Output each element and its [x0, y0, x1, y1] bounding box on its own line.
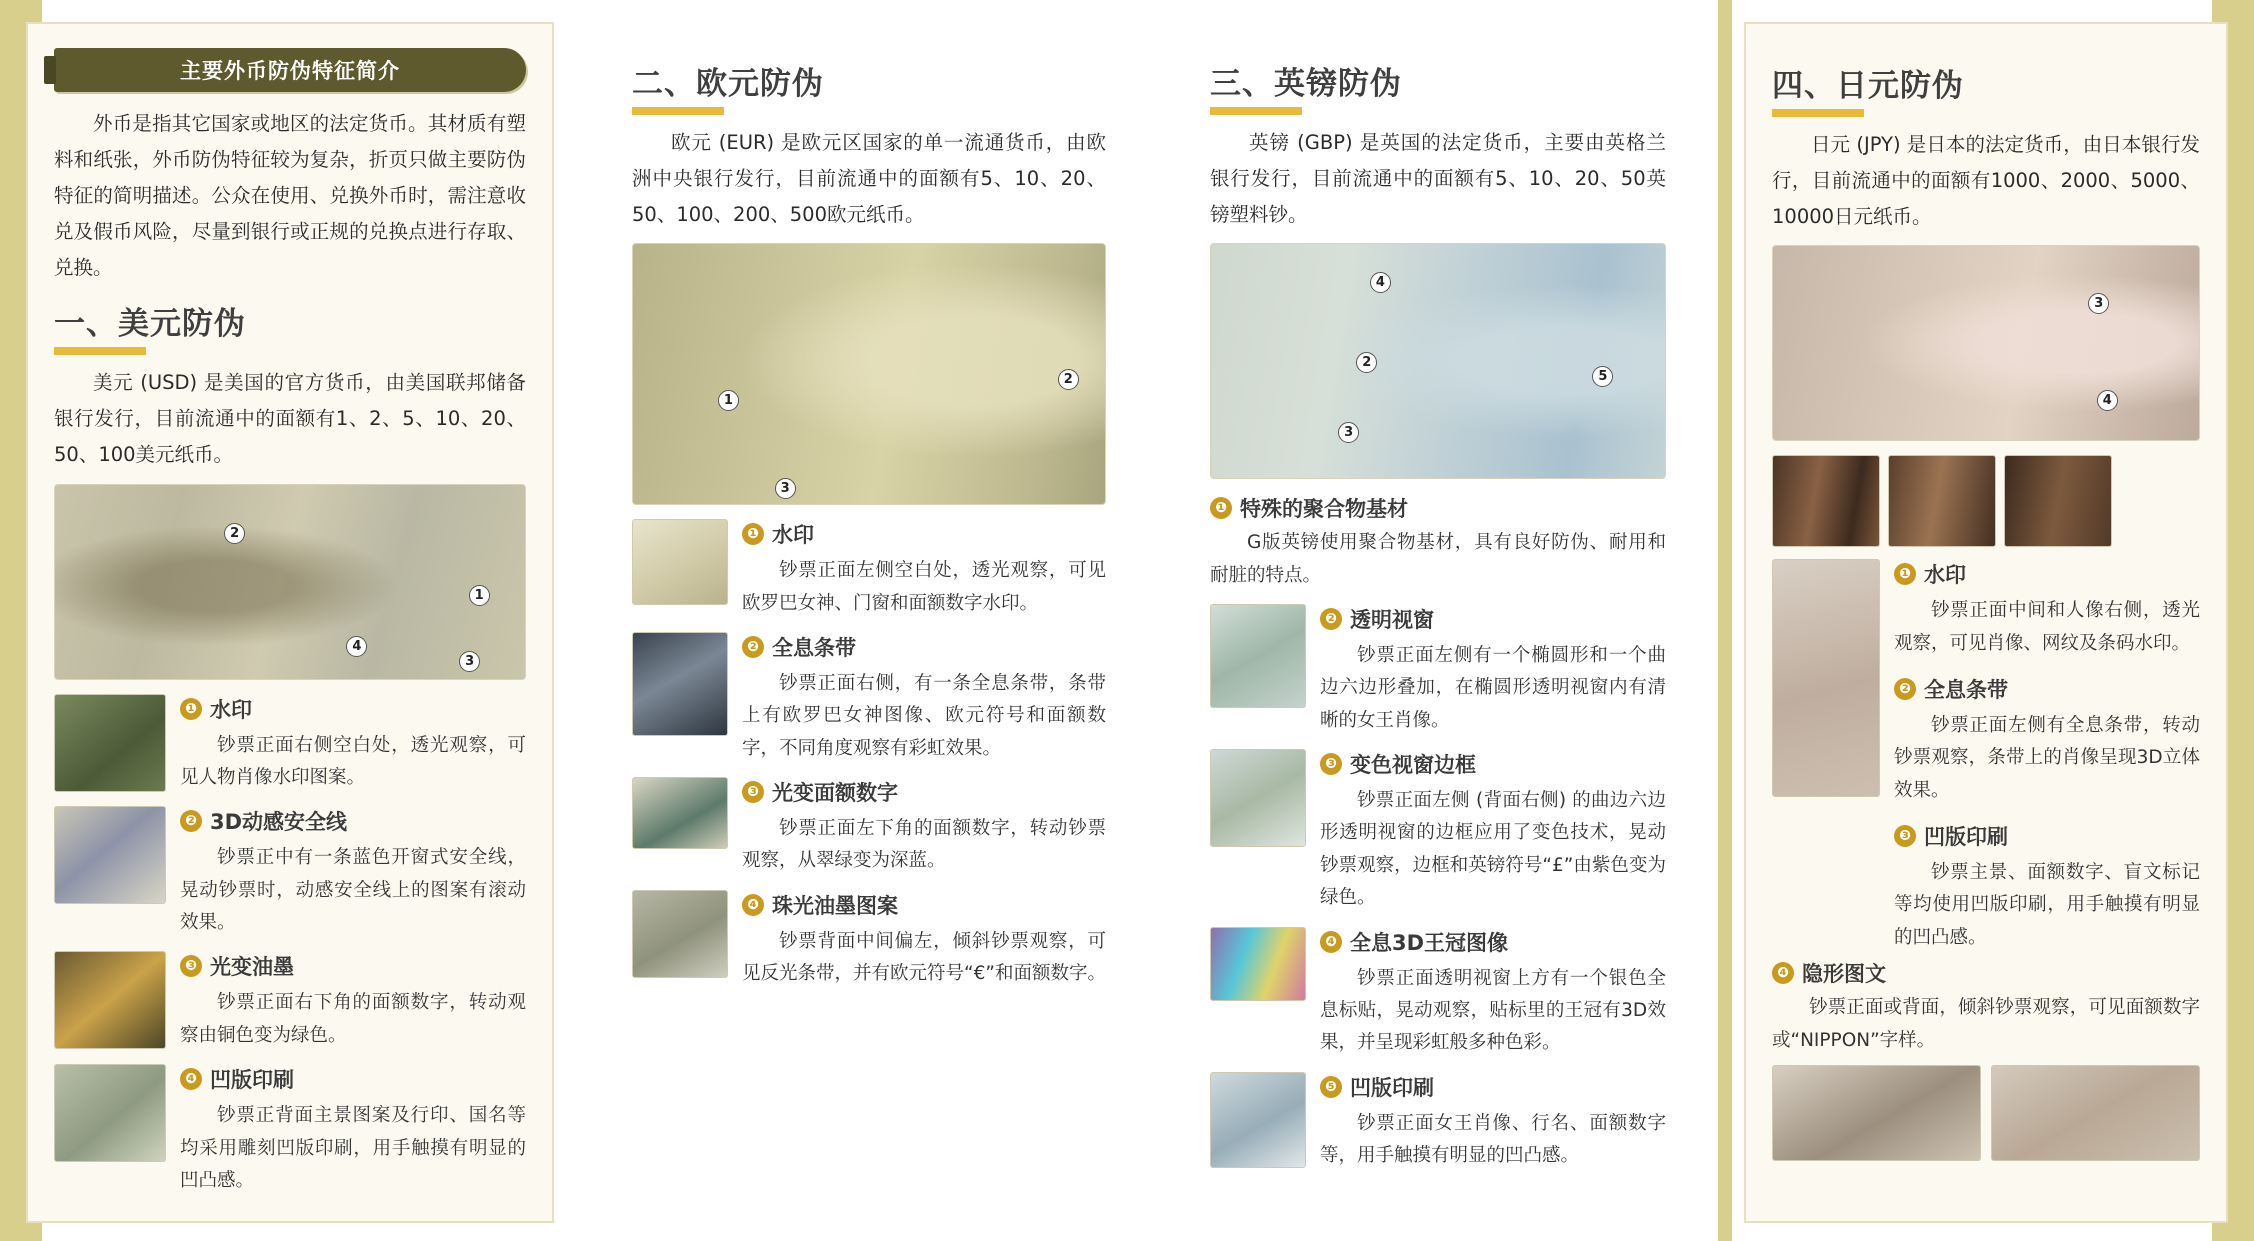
- callout-1-icon: 1: [469, 585, 490, 606]
- feature-title: 凹版印刷: [1350, 1075, 1434, 1100]
- feature-desc: 钞票正中有一条蓝色开窗式安全线，晃动钞票时，动感安全线上的图案有滚动效果。: [180, 847, 526, 933]
- section-rule-gbp: [1210, 107, 1302, 115]
- panel-gbp: [1184, 22, 1692, 1223]
- section-title-eur: 二、欧元防伪: [632, 66, 824, 102]
- feature-desc: 钞票正面女王肖像、行名、面额数字等，用手触摸有明显的凹凸感。: [1320, 1112, 1666, 1167]
- section-intro-eur: 欧元 (EUR) 是欧元区国家的单一流通货币，由欧洲中央银行发行，目前流通中的面额有5、10、20、50、100、200、500欧元纸币。: [632, 131, 1106, 227]
- feature-number-badge: ❸: [1894, 825, 1916, 847]
- feature-number-badge: ❶: [1894, 563, 1916, 585]
- callout-2-icon: 2: [1356, 352, 1377, 373]
- gbp-color-shifting-frame-thumb: [1210, 749, 1306, 847]
- watermark-swatch: [1888, 455, 1996, 547]
- feature-title: 变色视窗边框: [1350, 753, 1476, 778]
- feature-title: 透明视窗: [1350, 607, 1434, 632]
- callout-3-icon: 3: [2088, 293, 2109, 314]
- feature-desc: 钞票正面右侧空白处，透光观察，可见人物肖像水印图案。: [180, 734, 526, 788]
- panel-jpy: [1744, 22, 2228, 1223]
- feature-item: [632, 519, 1106, 620]
- watermark-swatch: [1772, 455, 1880, 547]
- feature-item: [1210, 1072, 1666, 1173]
- feature-number-badge: ❹: [1772, 962, 1794, 984]
- feature-desc: G版英镑使用聚合物基材，具有良好防伪、耐用和耐脏的特点。: [1210, 532, 1666, 586]
- callout-2-icon: 2: [224, 523, 245, 544]
- feature-number-badge: ❷: [1320, 608, 1342, 630]
- feature-number-badge: ❷: [742, 636, 764, 658]
- feature-title-row: [180, 806, 526, 836]
- feature-title-row: [1320, 1072, 1666, 1102]
- eur-pearlescent-stripe-thumb: [632, 890, 728, 978]
- feature-title: 水印: [772, 523, 814, 548]
- feature-desc: 钞票正面左侧 (背面右侧) 的曲边六边形透明视窗的边框应用了变色技术，晃动钞票观察，边框和英镑符号“£”由紫色变为绿色。: [1320, 790, 1666, 909]
- jpy-watermark-swatches: [1772, 455, 2200, 547]
- jpy-watermark-thumb: [1772, 559, 1880, 797]
- feature-title: 特殊的聚合物基材: [1240, 497, 1408, 522]
- feature-desc: 钞票主景、面额数字、盲文标记等均使用凹版印刷，用手触摸有明显的凹凸感。: [1894, 862, 2200, 948]
- panel-eur: [606, 22, 1132, 1223]
- feature-title-row: [742, 890, 1106, 920]
- column-eur: [580, 0, 1158, 1241]
- feature-title: 全息条带: [1924, 677, 2008, 702]
- feature-number-badge: ❶: [1210, 497, 1232, 519]
- feature-number-badge: ❸: [742, 781, 764, 803]
- eur-note-image: [632, 243, 1106, 505]
- feature-item: [1772, 958, 2200, 1161]
- section-intro-gbp: 英镑 (GBP) 是英国的法定货币，主要由英格兰银行发行，目前流通中的面额有5、10、20、50英镑塑料钞。: [1210, 131, 1666, 227]
- column-usd: [0, 0, 580, 1241]
- usd-watermark-thumb: [54, 694, 166, 792]
- feature-desc: 钞票正面透明视窗上方有一个银色全息标贴，晃动观察，贴标里的王冠有3D效果，并呈现彩虹般多种色彩。: [1320, 967, 1666, 1054]
- section-intro-usd: 美元 (USD) 是美国的官方货币，由美国联邦储备银行发行，目前流通中的面额有1、2、5、10、20、50、100美元纸币。: [54, 371, 526, 467]
- usd-note-image: [54, 484, 526, 680]
- gbp-holographic-crown-thumb: [1210, 927, 1306, 1001]
- feature-title: 全息条带: [772, 635, 856, 660]
- feature-title-row: [180, 951, 526, 981]
- latent-image-thumb: [1991, 1065, 2200, 1161]
- column-gbp: [1158, 0, 1718, 1241]
- callout-4-icon: 4: [2097, 390, 2118, 411]
- feature-title: 隐形图文: [1802, 962, 1886, 987]
- brochure-title-ribbon: 主要外币防伪特征简介: [54, 48, 526, 92]
- gbp-intaglio-thumb: [1210, 1072, 1306, 1168]
- usd-security-thread-thumb: [54, 806, 166, 904]
- panel-usd: [26, 22, 554, 1223]
- feature-title-row: [1320, 927, 1666, 957]
- feature-desc: 钞票正面中间和人像右侧，透光观察，可见肖像、网纹及条码水印。: [1894, 600, 2200, 654]
- feature-title: 凹版印刷: [1924, 825, 2008, 850]
- section-rule-eur: [632, 107, 724, 115]
- feature-title-row: [742, 777, 1106, 807]
- feature-item: [54, 1064, 526, 1197]
- feature-desc: 钞票正面右侧，有一条全息条带，条带上有欧罗巴女神图像、欧元符号和面额数字，不同角度观察有彩虹效果。: [742, 672, 1106, 759]
- feature-item: [1772, 559, 2200, 954]
- latent-image-thumb: [1772, 1065, 1981, 1161]
- feature-title-row: [180, 694, 526, 724]
- callout-4-icon: 4: [1370, 272, 1391, 293]
- feature-number-badge: ❸: [180, 955, 202, 977]
- feature-number-badge: ❹: [1320, 931, 1342, 953]
- gbp-transparent-window-thumb: [1210, 604, 1306, 708]
- feature-number-badge: ❺: [1320, 1076, 1342, 1098]
- callout-1-icon: 1: [718, 390, 739, 411]
- feature-title: 光变油墨: [210, 955, 294, 980]
- feature-desc: 钞票正背面主景图案及行印、国名等均采用雕刻凹版印刷，用手触摸有明显的凹凸感。: [180, 1105, 526, 1191]
- callout-3-icon: 3: [775, 478, 796, 499]
- section-intro-jpy: 日元 (JPY) 是日本的法定货币，由日本银行发行，目前流通中的面额有1000、2000、5000、10000日元纸币。: [1772, 133, 2200, 229]
- feature-desc: 钞票背面中间偏左，倾斜钞票观察，可见反光条带，并有欧元符号“€”和面额数字。: [742, 930, 1106, 985]
- feature-item: [1210, 927, 1666, 1060]
- feature-item: [632, 632, 1106, 765]
- feature-number-badge: ❹: [742, 894, 764, 916]
- section-rule-jpy: [1772, 109, 1864, 117]
- callout-2-icon: 2: [1058, 369, 1079, 390]
- feature-title-row: [1894, 559, 2200, 589]
- feature-number-badge: ❷: [1894, 678, 1916, 700]
- feature-title: 光变面额数字: [772, 781, 898, 806]
- feature-title: 全息3D王冠图像: [1350, 930, 1509, 955]
- jpy-note-image: [1772, 245, 2200, 441]
- eur-emerald-number-thumb: [632, 777, 728, 849]
- feature-number-badge: ❸: [1320, 753, 1342, 775]
- feature-number-badge: ❶: [180, 698, 202, 720]
- callout-3-icon: 3: [1338, 422, 1359, 443]
- feature-title-row: [1894, 674, 2200, 704]
- feature-title-row: [1772, 958, 2200, 988]
- usd-color-shifting-ink-thumb: [54, 951, 166, 1049]
- feature-item: [632, 890, 1106, 991]
- eur-hologram-stripe-thumb: [632, 632, 728, 736]
- feature-title-row: [1210, 493, 1666, 523]
- feature-title: 水印: [1924, 563, 1966, 588]
- jpy-latent-image-pair: [1772, 1065, 2200, 1161]
- feature-title-row: [742, 519, 1106, 549]
- feature-desc: 钞票正面右下角的面额数字，转动观察由铜色变为绿色。: [180, 992, 526, 1046]
- feature-item: [1210, 749, 1666, 915]
- eur-watermark-thumb: [632, 519, 728, 605]
- feature-item: [54, 694, 526, 795]
- feature-item: [54, 806, 526, 939]
- feature-title-row: [180, 1064, 526, 1094]
- feature-item: [1210, 493, 1666, 592]
- column-jpy: [1718, 0, 2254, 1241]
- feature-title: 3D动感安全线: [210, 810, 348, 835]
- watermark-swatch: [2004, 455, 2112, 547]
- feature-item: [632, 777, 1106, 878]
- feature-title-row: [742, 632, 1106, 662]
- callout-3-icon: 3: [459, 651, 480, 672]
- feature-desc: 钞票正面左侧有全息条带，转动钞票观察，条带上的肖像呈现3D立体效果。: [1894, 714, 2200, 801]
- feature-title-row: [1320, 604, 1666, 634]
- section-title-gbp: 三、英镑防伪: [1210, 66, 1402, 102]
- callout-4-icon: 4: [346, 636, 367, 657]
- section-title-usd: 一、美元防伪: [54, 306, 246, 343]
- feature-desc: 钞票正面左侧有一个椭圆形和一个曲边六边形叠加，在椭圆形透明视窗内有清晰的女王肖像。: [1320, 644, 1666, 731]
- feature-title: 水印: [210, 697, 252, 722]
- feature-desc: 钞票正面左下角的面额数字，转动钞票观察，从翠绿变为深蓝。: [742, 818, 1106, 872]
- intro-paragraph: 外币是指其它国家或地区的法定货币。其材质有塑料和纸张，外币防伪特征较为复杂，折页只做主要防伪特征的简明描述。公众在使用、兑换外币时，需注意收兑及假币风险，尽量到银行或正规的兑换点进行存取、兑换。: [54, 112, 526, 280]
- callout-5-icon: 5: [1592, 366, 1613, 387]
- feature-number-badge: ❶: [742, 523, 764, 545]
- feature-title: 凹版印刷: [210, 1068, 294, 1093]
- section-rule-usd: [54, 347, 146, 355]
- feature-title-row: [1894, 821, 2200, 851]
- section-title-jpy: 四、日元防伪: [1772, 68, 1964, 104]
- feature-item: [54, 951, 526, 1052]
- feature-title-row: [1320, 749, 1666, 779]
- feature-item: [1210, 604, 1666, 737]
- feature-title: 珠光油墨图案: [772, 893, 898, 918]
- gbp-note-image: [1210, 243, 1666, 479]
- feature-desc: 钞票正面或背面，倾斜钞票观察，可见面额数字或“NIPPON”字样。: [1772, 997, 2200, 1051]
- feature-number-badge: ❷: [180, 810, 202, 832]
- feature-desc: 钞票正面左侧空白处，透光观察，可见欧罗巴女神、门窗和面额数字水印。: [742, 560, 1106, 614]
- usd-intaglio-thumb: [54, 1064, 166, 1162]
- feature-number-badge: ❹: [180, 1068, 202, 1090]
